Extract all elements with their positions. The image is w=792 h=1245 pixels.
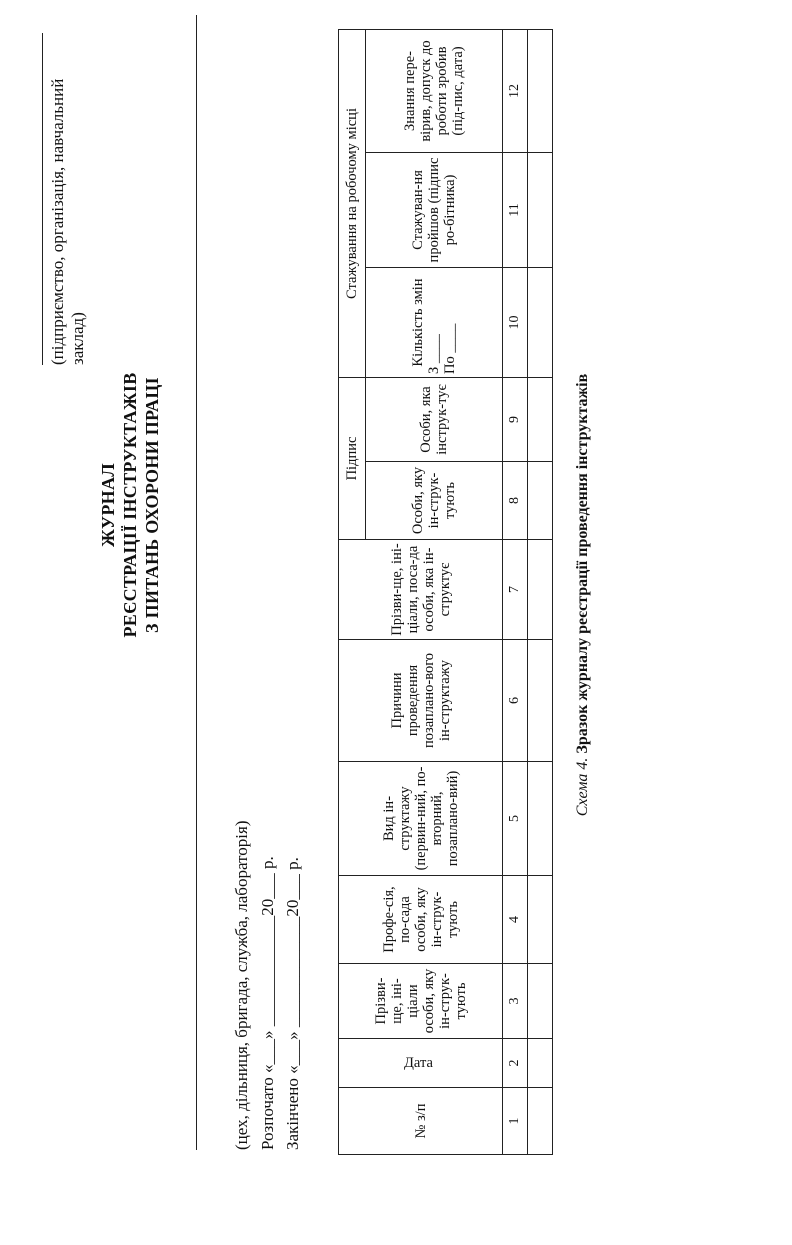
org-rule: [42, 33, 43, 365]
header-date: [339, 1039, 503, 1088]
empty-cell: [528, 876, 553, 964]
col-number: 7: [503, 540, 528, 640]
header-trainee: Прізви-ще, іні-ціали особи, яку ін-струк-тують: [339, 964, 503, 1039]
col-number: 3: [503, 964, 528, 1039]
header-internship-group: Стажування на робочому місці: [339, 29, 366, 377]
empty-cell: [528, 153, 553, 268]
journal-title: [97, 245, 163, 765]
header-reason: Причини проведення позаплано-вого ін-структажу: [339, 640, 503, 762]
col-number: 12: [503, 29, 528, 152]
header-signature-group: Підпис: [339, 378, 366, 540]
caption-text: Зразок журналу реєстрації проведення інструктажів: [574, 373, 591, 754]
col-number: 1: [503, 1088, 528, 1155]
header-shifts: [366, 268, 503, 378]
figure-caption: [574, 245, 592, 945]
empty-cell: [528, 29, 553, 152]
column-numbers-row: [503, 29, 528, 1154]
col-number: 8: [503, 462, 528, 540]
header-instructor: Прізви-ще, іні-ціали, поса-да особи, яка ін-структує: [339, 540, 503, 640]
empty-cell: [528, 268, 553, 378]
col-number: 5: [503, 762, 528, 876]
col-number: 6: [503, 640, 528, 762]
header-profession: Профе-сія, по-сада особи, яку ін-струк-тують: [339, 876, 503, 964]
instruction-journal-table: [338, 29, 553, 1155]
unit-hint: (цех, дільниця, бригада, служба, лабораторія): [232, 820, 251, 1150]
col-number: 2: [503, 1039, 528, 1088]
empty-cell: [528, 540, 553, 640]
header-sig-trainee: Особи, яку ін-струк-тують: [366, 462, 503, 540]
header-internship-done: Стажуван-ня пройшов (підпис ро-бітника): [366, 153, 503, 268]
empty-cell: [528, 964, 553, 1039]
empty-cell: [528, 1039, 553, 1088]
col-number: 4: [503, 876, 528, 964]
title-line-1: ЖУРНАЛ: [98, 463, 118, 547]
empty-row: [528, 29, 553, 1154]
started-line: Розпочато «___» _____________20___ р.: [258, 856, 277, 1150]
col-number: 10: [503, 268, 528, 378]
unit-rule: [196, 15, 197, 1150]
header-shifts-to: По ____: [442, 323, 458, 374]
finished-line: Закінчено «___» _____________20___ р.: [283, 857, 302, 1150]
empty-cell: [528, 378, 553, 462]
header-shifts-from: З ____: [426, 334, 442, 374]
org-hint: (підприємство, організація, навчальний заклад): [48, 78, 87, 365]
empty-cell: [528, 762, 553, 876]
title-line-2: РЕЄСТРАЦІЇ ІНСТРУКТАЖІВ: [120, 372, 140, 638]
header-knowledge: Знання пере-вірив, допуск до роботи зробив (під-пис, дата): [366, 29, 503, 152]
header-shifts-label: Кількість змін: [410, 278, 426, 367]
header-no: № з/п: [339, 1088, 503, 1155]
empty-cell: [528, 1088, 553, 1155]
col-number: 9: [503, 378, 528, 462]
header-sig-instructor: Особи, яка інструк-тує: [366, 378, 503, 462]
header-date-label: Дата: [404, 1055, 433, 1071]
col-number: 11: [503, 153, 528, 268]
caption-prefix: Схема 4.: [574, 757, 591, 817]
empty-cell: [528, 640, 553, 762]
title-line-3: З ПИТАНЬ ОХОРОНИ ПРАЦІ: [142, 377, 162, 633]
empty-cell: [528, 462, 553, 540]
header-kind: Вид ін-структажу (первин-ний, по-вторний, позаплано-вий): [339, 762, 503, 876]
